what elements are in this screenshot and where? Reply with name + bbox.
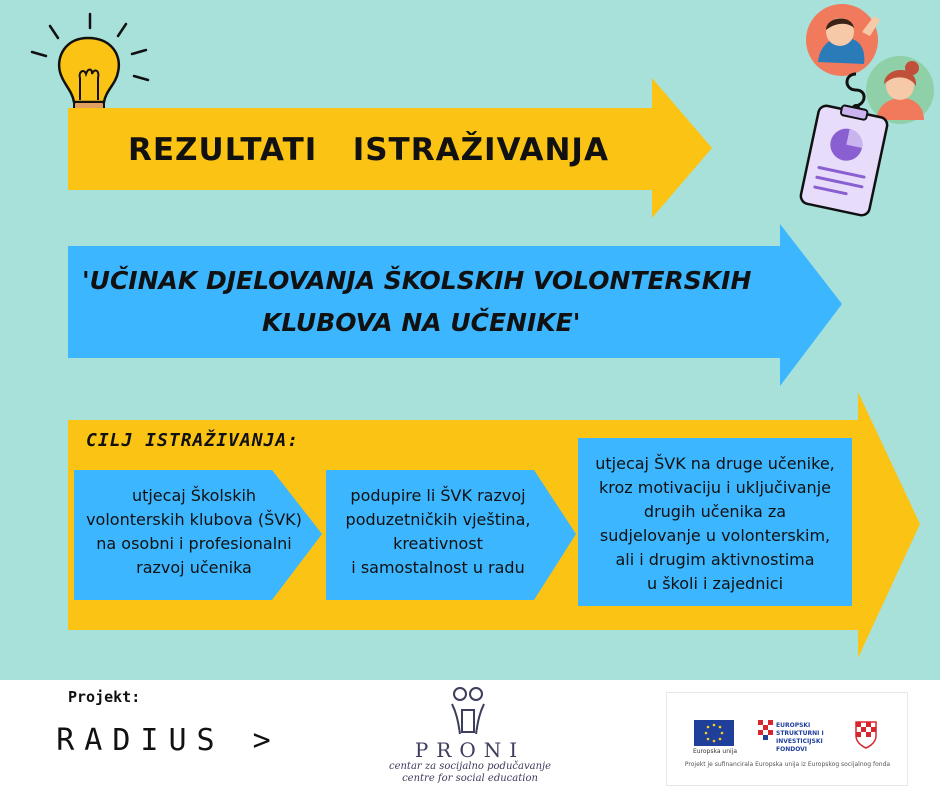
subtitle-line-1: 'UČINAK DJELOVANJA ŠKOLSKIH VOLONTERSKIH	[82, 266, 752, 295]
proni-logo-icon	[446, 684, 490, 736]
eu-caption: Projekt je sufinancirala Europska unija iz Europskog socijalnog fonda	[684, 761, 891, 768]
proni-name: PRONI	[414, 738, 526, 762]
eu-funds-icon	[756, 718, 776, 744]
croatia-coat-of-arms-icon	[852, 716, 880, 750]
goal-item-1: utjecaj Školskih volonterskih klubova (ŠVK) na osobni i profesionalni razvoj učenika	[86, 486, 302, 577]
eu-flag-label: Europska unija	[692, 748, 738, 755]
radius-logo: RADIUS >	[46, 708, 291, 774]
proni-subtitle-en: centre for social education	[402, 773, 538, 784]
project-label: Projekt:	[68, 688, 141, 706]
eu-funds-label: EUROPSKI STRUKTURNI I INVESTICIJSKI FONDOVI	[776, 722, 824, 753]
proni-subtitle-hr: centar za socijalno podučavanje	[388, 761, 552, 772]
goal-item-3: utjecaj ŠVK na druge učenike, kroz motivaciju i uključivanje drugih učenika za sudjelovanje u volonterskim, ali i drugim aktivnostima u školi i zajednici	[595, 454, 835, 593]
goal-item-2: podupire li ŠVK razvoj poduzetničkih vještina, kreativnost i samostalnost u radu	[345, 486, 531, 577]
page-title: REZULTATI ISTRAŽIVANJA	[128, 132, 609, 168]
goals-label: CILJ ISTRAŽIVANJA:	[86, 430, 300, 451]
subtitle-line-2: KLUBOVA NA UČENIKE'	[262, 308, 581, 337]
